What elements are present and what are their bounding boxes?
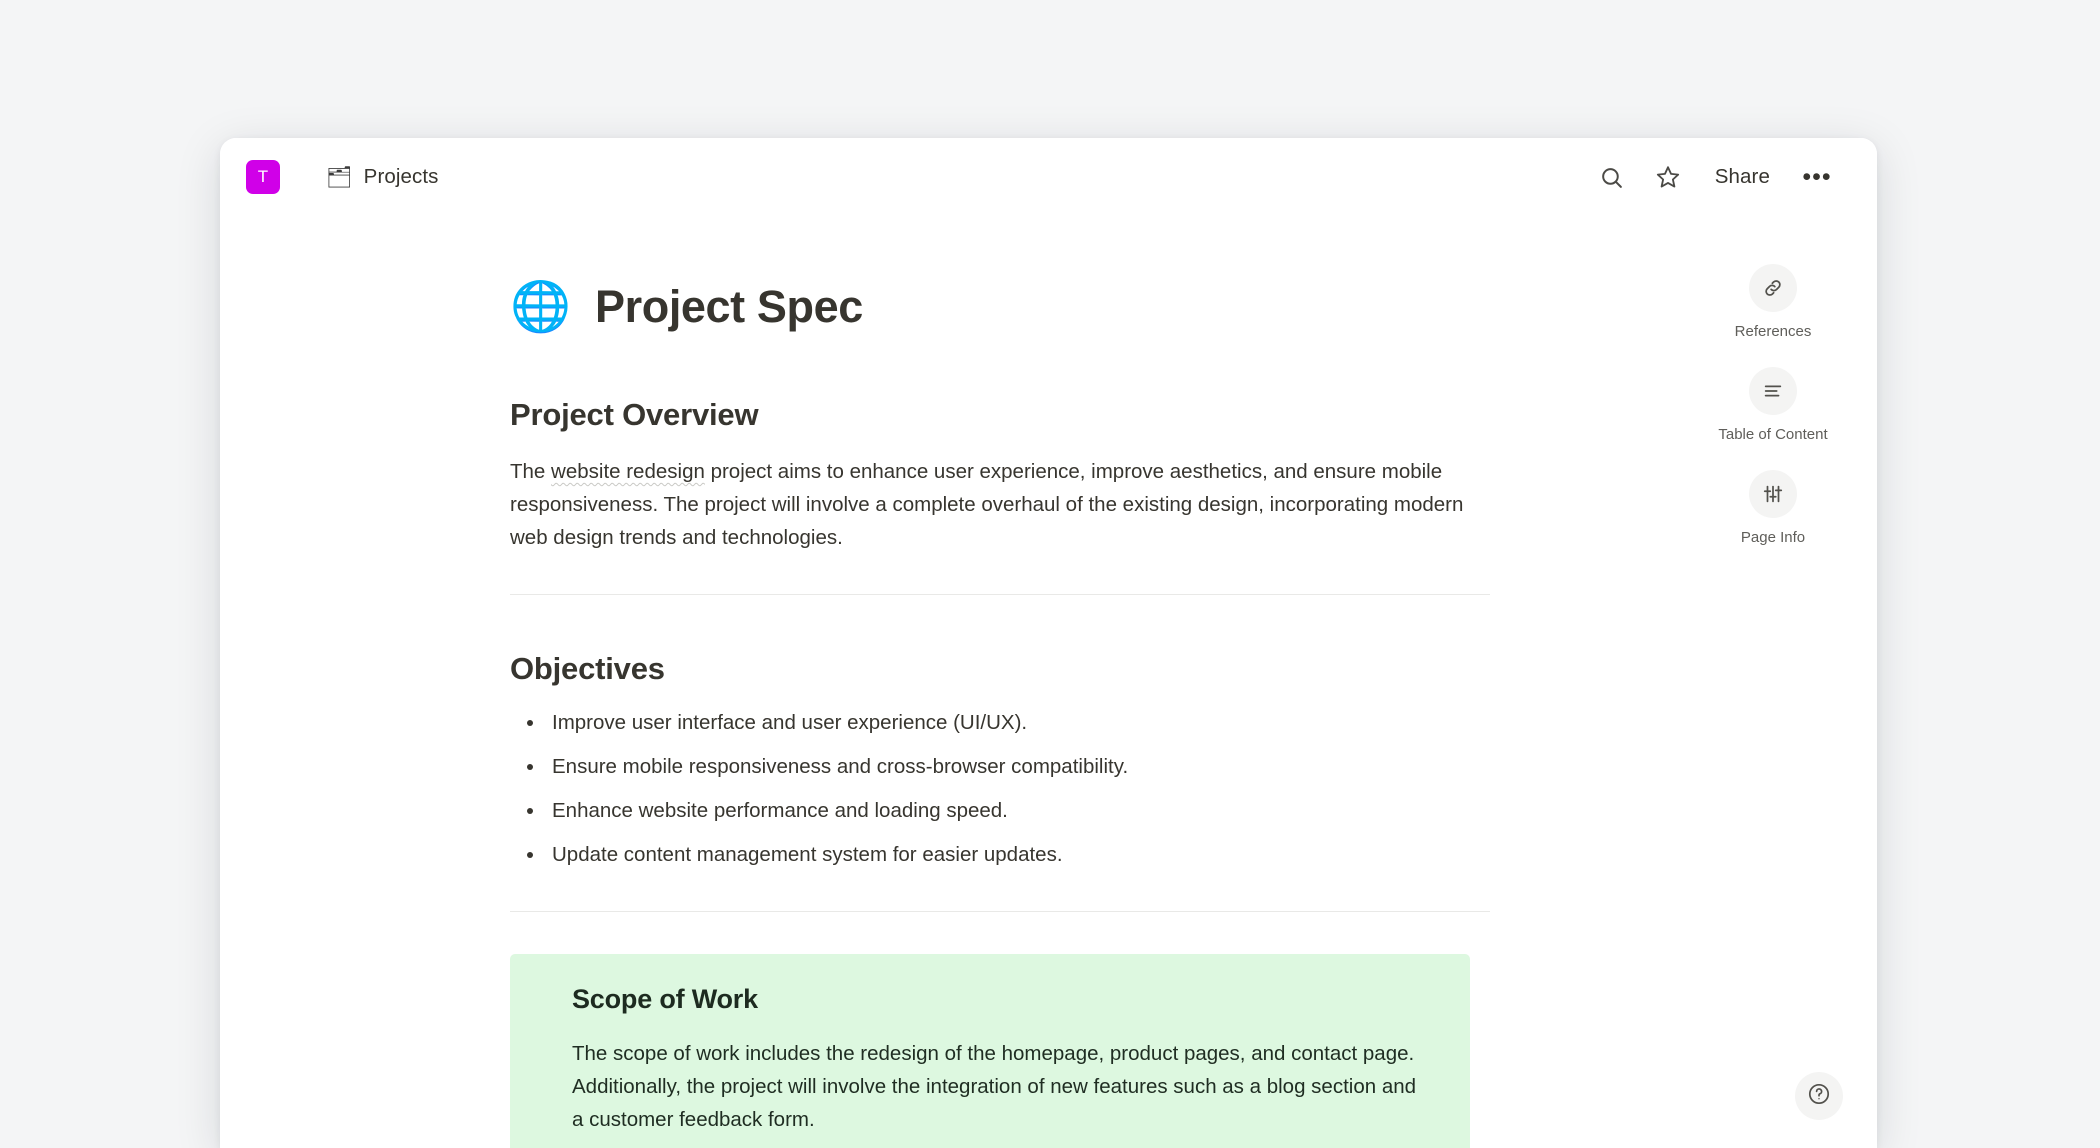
share-button[interactable]: Share xyxy=(1714,165,1770,188)
globe-icon[interactable]: 🌐 xyxy=(510,279,572,334)
divider-2 xyxy=(510,911,1490,912)
rail-label-table-of-content: Table of Content xyxy=(1718,426,1828,443)
workspace-avatar[interactable]: T xyxy=(246,160,280,194)
breadcrumb[interactable] xyxy=(316,160,449,194)
overview-spellcheck-phrase: website redesign xyxy=(551,460,705,483)
question-circle-icon xyxy=(1807,1082,1831,1111)
top-bar-actions xyxy=(1590,155,1839,199)
overview-text-part2: project aims to enhance user experience, improve aesthetics, and ensure mobile responsiveness. The project will involve a complete overhaul of the existing design, incorporating modern web design trends and technologies. xyxy=(510,460,1464,549)
list-item[interactable]: Improve user interface and user experience (UI/UX). xyxy=(510,707,1490,739)
rail-item-references[interactable] xyxy=(1708,264,1838,343)
rail-item-table-of-content[interactable] xyxy=(1708,367,1838,446)
rail-label-page-info: Page Info xyxy=(1740,529,1806,546)
breadcrumb-label: Projects xyxy=(363,165,439,188)
list-item[interactable]: Ensure mobile responsiveness and cross-browser compatibility. xyxy=(510,751,1490,783)
overview-text-part1: The xyxy=(510,460,552,483)
search-icon[interactable] xyxy=(1590,155,1634,199)
objectives-list xyxy=(510,707,1490,871)
sliders-icon xyxy=(1749,470,1797,518)
list-item[interactable]: Update content management system for easier updates. xyxy=(510,839,1490,871)
callout-heading: Scope of Work xyxy=(572,984,758,1014)
help-button[interactable] xyxy=(1795,1072,1843,1120)
rail-label-references: References xyxy=(1734,323,1812,340)
heading-objectives: Objectives xyxy=(510,651,665,686)
list-lines-icon xyxy=(1749,367,1797,415)
page-title-row xyxy=(510,281,1490,333)
rail-item-page-info[interactable] xyxy=(1708,470,1838,549)
scope-of-work-callout[interactable] xyxy=(510,954,1470,1148)
more-options-icon[interactable] xyxy=(1795,155,1839,199)
ellipsis-icon: ••• xyxy=(1802,163,1832,191)
app-window xyxy=(220,138,1877,1148)
page-body xyxy=(220,216,1877,1148)
right-rail xyxy=(1703,264,1843,549)
document-content xyxy=(510,216,1490,1148)
callout-text: The scope of work includes the redesign of the homepage, product pages, and contact page. Additionally, the project will involve the integration of new features such as a blog section and a customer feedback form. xyxy=(572,1042,1417,1131)
heading-project-overview: Project Overview xyxy=(510,397,759,432)
top-bar xyxy=(220,138,1877,216)
link-icon xyxy=(1749,264,1797,312)
paragraph-project-overview xyxy=(510,455,1470,554)
star-icon[interactable] xyxy=(1646,155,1690,199)
divider-1 xyxy=(510,594,1490,595)
projects-icon: 🗂 xyxy=(326,165,353,189)
page-title[interactable]: Project Spec xyxy=(595,281,863,332)
list-item[interactable]: Enhance website performance and loading speed. xyxy=(510,795,1490,827)
